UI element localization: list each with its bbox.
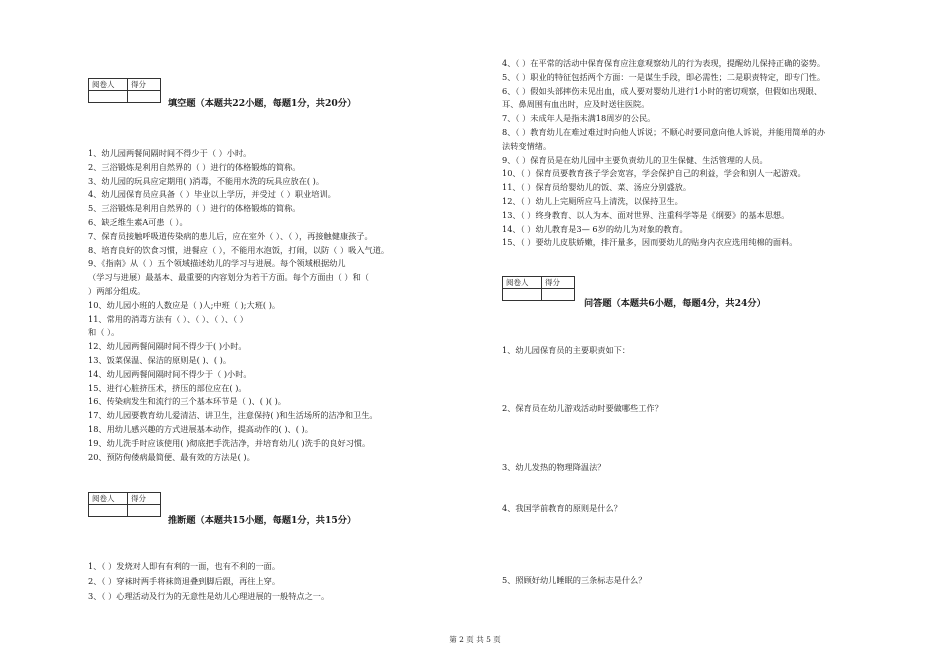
question-line: 9、《指南》从（ ）五个领域描述幼儿的学习与进展。每个领域根据幼儿 <box>88 258 346 269</box>
question-line: 12、幼儿园两餐间隔时间不得少于( )小时。 <box>88 341 247 352</box>
page-number: 第 2 页 共 5 页 <box>449 635 501 644</box>
score-cell <box>128 91 161 103</box>
question-line: 10、幼儿园小班的人数应是（ )人;中班（ );大班( )。 <box>88 299 281 310</box>
score-cell <box>542 289 575 301</box>
question-line: 11、常用的消毒方法有（ ）、（ ）、（ ）、（ ） <box>88 313 248 324</box>
qa-question: 3、幼儿发热的物理降温法？ <box>502 462 606 472</box>
reviewer-label: 阅卷人 <box>89 493 128 505</box>
question-line: 8、培育良好的饮食习惯，进餐应（ ），不能用水泡饭，打闹，以防（ ）吸入气道。 <box>88 244 390 255</box>
question-line: 15、进行心脏挤压术，挤压的部位应在( )。 <box>88 382 247 393</box>
score-box-fill-blank <box>88 78 161 103</box>
reviewer-label: 阅卷人 <box>89 79 128 91</box>
question-line: 2、三浴锻炼是利用自然界的（ ）进行的体格锻炼的简称。 <box>88 161 301 172</box>
question-line: 3、幼儿园的玩具应定期用( )消毒，不能用水洗的玩具应放在( )。 <box>88 175 325 186</box>
score-cell <box>128 505 161 517</box>
score-box-qa <box>502 276 575 301</box>
question-line: 16、传染病发生和流行的三个基本环节是（ )、( )( )。 <box>88 396 286 407</box>
question-line: 12、（ ）幼儿上完厕所应马上清洗，以保持卫生。 <box>502 196 683 206</box>
question-line: 5、三浴锻炼是利用自然界的（ ）进行的体格锻炼的简称。 <box>88 203 301 214</box>
question-line: 11、（ ）保育员给婴幼儿的饭、菜、汤应分别盛放。 <box>502 182 692 193</box>
qa-title: 问答题（本题共6小题，每题4分，共24分） <box>584 298 766 309</box>
question-line: 15、（ ）要幼儿皮肤娇嫩，排汗量多，因而要幼儿的贴身内衣应选用纯棉的面料。 <box>502 237 798 248</box>
question-line: 1、（ ）发烧对人即有有利的一面，也有不利的一面。 <box>88 561 281 571</box>
score-box-judge <box>88 492 161 517</box>
question-line: 8、（ ）教育幼儿在难过难过时向他人诉说；不顺心时要同意向他人诉说，并能用简单的办 <box>502 127 826 137</box>
question-line: 20、预防佝偻病最简便、最有效的方法是( )。 <box>88 451 255 462</box>
question-line: 9、（ ）保育员是在幼儿园中主要负责幼儿的卫生保健、生活管理的人员。 <box>502 154 768 165</box>
reviewer-cell <box>89 91 128 103</box>
score-label: 得分 <box>128 493 161 505</box>
question-line: 3、（ ）心理活动及行为的无意性是幼儿心理进展的一般特点之一。 <box>88 591 330 601</box>
question-line: 和（ ）。 <box>88 327 120 338</box>
question-line: 14、幼儿园两餐间隔时间不得少于（ )小时。 <box>88 368 252 379</box>
question-line: （学习与进展）最基本、最重要的内容划分为若干方面。每个方面由（ ）和（ <box>88 272 369 283</box>
question-line: 6、缺乏维生素A可患（ ）。 <box>88 217 188 227</box>
question-line: 7、（ ）未成年人是指未满18周岁的公民。 <box>502 113 656 124</box>
question-line: 法转变情绪。 <box>502 140 552 151</box>
question-line: 4、（ ）在平常的活动中保育保育应注意观察幼儿的行为表现，提醒幼儿保持正确的姿势。 <box>502 58 826 68</box>
question-line: 17、幼儿园要教育幼儿爱清洁、讲卫生，注意保持( )和生活场所的洁净和卫生。 <box>88 410 378 421</box>
question-line: 19、幼儿洗手时应该使用( )彻底把手洗洁净，并培育幼儿( )洗手的良好习惯。 <box>88 437 371 448</box>
score-label: 得分 <box>542 277 575 289</box>
qa-question: 5、照顾好幼儿睡眠的三条标志是什么？ <box>502 575 647 585</box>
reviewer-cell <box>503 289 542 301</box>
judge-title: 推断题（本题共15小题，每题1分，共15分） <box>168 515 357 526</box>
qa-question: 2、保育员在幼儿游戏活动时要做哪些工作？ <box>502 403 663 413</box>
qa-question: 1、幼儿园保育员的主要职责如下： <box>502 345 631 355</box>
reviewer-label: 阅卷人 <box>503 277 542 289</box>
question-line: 13、（ ）终身教育、以人为本、面对世界、注重科学等是《纲要》的基本思想。 <box>502 209 790 220</box>
question-line: 2、（ ）穿袜时两手将袜筒退叠到脚后跟，再往上穿。 <box>88 576 281 586</box>
fill-blank-title: 填空题（本题共22小题，每题1分，共20分） <box>168 98 357 109</box>
question-line: 5、（ ）职业的特征包括两个方面：一是谋生手段，即必需性；二是职责特定，即专门性。 <box>502 71 826 82</box>
qa-question: 4、我国学前教育的原则是什么？ <box>502 503 622 513</box>
score-label: 得分 <box>128 79 161 91</box>
question-line: 18、用幼儿感兴趣的方式进展基本动作，提高动作的( )、( )。 <box>88 424 313 434</box>
question-line: 4、幼儿园保育员应具备（ ）毕业以上学历，并受过（ ）职业培训。 <box>88 189 336 200</box>
question-line: 1、幼儿园两餐间隔时间不得少于（ ）小时。 <box>88 148 252 158</box>
question-line: 13、饭菜保温、保洁的原则是( )、( )。 <box>88 355 232 365</box>
question-line: ）两部分组成。 <box>88 286 146 296</box>
question-line: 7、保育员接触呼吸道传染病的患儿后，应在室外（ ）、（ ），再接触健康孩子。 <box>88 230 373 241</box>
question-line: 10、（ ）保育员要教育孩子学会宽容，学会保护自己的利益，学会和别人一起游戏。 <box>502 168 806 179</box>
question-line: 14、（ ）幼儿教育是3— 6岁的幼儿为对象的教育。 <box>502 223 688 234</box>
question-line: 6、（ ）假如头部摔伤未见出血，成人要对婴幼儿进行1小时的密切观察，但假如出现眼、 <box>502 85 823 96</box>
reviewer-cell <box>89 505 128 517</box>
question-line: 耳、鼻周围有血出时，应及时送往医院。 <box>502 99 650 110</box>
